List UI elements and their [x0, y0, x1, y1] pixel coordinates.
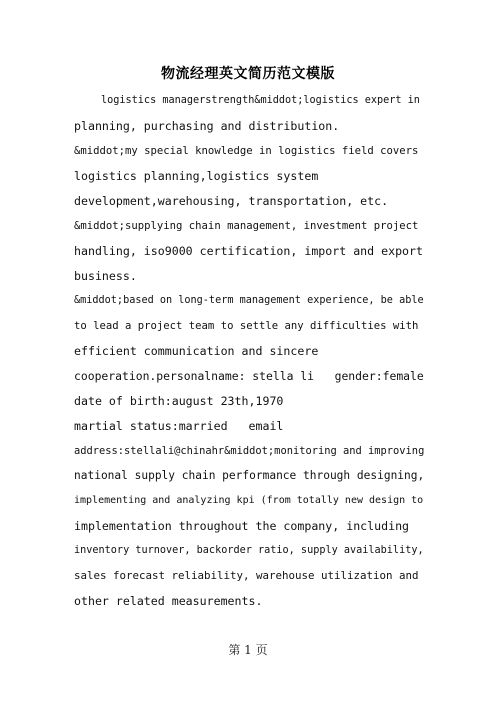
body-line: date of birth:august 23th,1970 — [74, 394, 284, 408]
body-line: implementation throughout the company, including — [74, 519, 410, 533]
body-line: logistics managerstrength&middot;logistics expert in — [101, 95, 420, 106]
document-title: 物流经理英文简历范文模版 — [161, 66, 335, 82]
body-line: cooperation.personalname: stella li gender:female — [74, 369, 424, 383]
body-line: sales forecast reliability, warehouse utilization and — [74, 569, 419, 582]
body-line: logistics planning,logistics system — [74, 169, 319, 183]
body-line: other related measurements. — [74, 594, 263, 608]
body-line: national supply chain performance through designing, — [74, 469, 425, 482]
body-line: &middot;supplying chain management, investment project — [74, 220, 419, 232]
body-line: planning, purchasing and distribution. — [74, 119, 340, 133]
body-line: to lead a project team to settle any difficulties with — [74, 320, 419, 332]
body-line: &middot;my special knowledge in logistics field covers — [74, 145, 419, 157]
page-number: 第 1 页 — [228, 643, 268, 657]
body-line: implementing and analyzing kpi (from totally new design to — [74, 495, 424, 506]
body-line: martial status:married email — [74, 419, 284, 433]
body-line: inventory turnover, backorder ratio, supply availability, — [74, 545, 424, 556]
body-line: development,warehousing, transportation, etc. — [74, 194, 389, 208]
body-line: business. — [74, 269, 137, 283]
body-line: address:stellali@chinahr&middot;monitoring and improving — [74, 445, 425, 457]
body-line: &middot;based on long-term management experience, be able — [74, 295, 424, 306]
body-line: efficient communication and sincere — [74, 344, 319, 358]
body-line: handling, iso9000 certification, import and export — [74, 244, 424, 258]
